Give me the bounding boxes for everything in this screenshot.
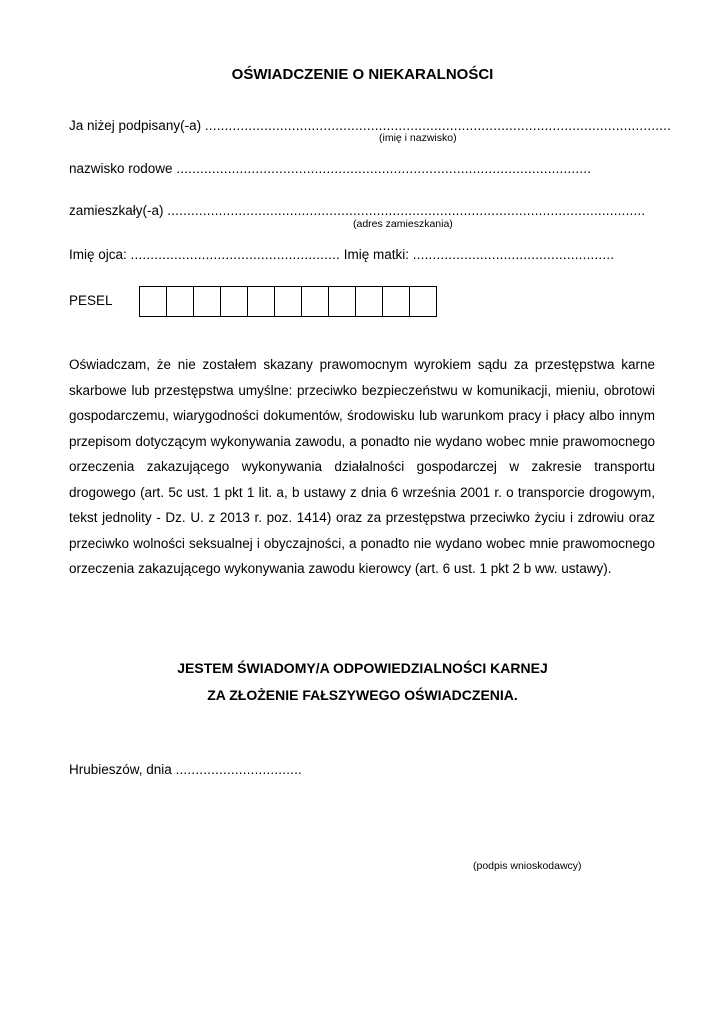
date-dots[interactable]: ................................ bbox=[175, 762, 303, 777]
pesel-digit-box[interactable] bbox=[221, 286, 248, 317]
pesel-digit-box[interactable] bbox=[329, 286, 356, 317]
statement-paragraph: Oświadczam, że nie zostałem skazany prawomocnym wyrokiem sądu za przestępstwa karne skarbowe lub przestępstwa umyślne: przeciwko bezpieczeństwu w komunikacji, mieniu, obrotowi gospodarczemu, wiarygodności dokumentów, środowisku lub warunkom pracy i płacy albo innym przepisom dotyczącym wykonywania zawodu, a ponadto nie wydano wobec mnie prawomocnego orzeczenia zakazującego wykonywania działalności gospodarczej w zakresie transportu drogowego (art. 5c ust. 1 pkt 1 lit. a, b ustawy z dnia 6 września 2001 r. o transporcie drogowym, tekst jednolity - Dz. U. z 2013 r. poz. 1414) oraz za przestępstwa przeciwko życiu i zdrowiu oraz przeciwko wolności seksualnej i obyczajności, a ponadto nie wydano wobec mnie prawomocnego orzeczenia zakazującego wykonywania zawodu kierowcy (art. 6 ust. 1 pkt 2 b ww. ustawy). bbox=[69, 357, 655, 576]
mother-label: Imię matki: bbox=[343, 247, 409, 262]
pesel-digit-box[interactable] bbox=[356, 286, 383, 317]
name-hint: (imię i nazwisko) bbox=[379, 132, 457, 144]
pesel-digit-box[interactable] bbox=[248, 286, 275, 317]
document-title: OŚWIADCZENIE O NIEKARALNOŚCI bbox=[231, 66, 494, 83]
declaration-block bbox=[0, 655, 725, 709]
pesel-digit-box[interactable] bbox=[167, 286, 194, 317]
address-label: zamieszkały(-a) bbox=[69, 203, 164, 218]
name-field-line bbox=[69, 118, 671, 133]
name-label: Ja niżej podpisany(-a) bbox=[69, 118, 202, 133]
name-dots[interactable]: ...................................................................................................................... bbox=[204, 118, 672, 133]
address-field-line bbox=[69, 203, 645, 218]
pesel-digit-box[interactable] bbox=[383, 286, 410, 317]
parents-field-line bbox=[69, 247, 614, 262]
family-name-field-line bbox=[69, 161, 591, 176]
family-name-label: nazwisko rodowe bbox=[69, 161, 173, 176]
declaration-line-2: ZA ZŁOŻENIE FAŁSZYWEGO OŚWIADCZENIA. bbox=[207, 687, 518, 703]
place-date-line bbox=[69, 762, 302, 777]
father-label: Imię ojca: bbox=[69, 247, 127, 262]
address-dots[interactable]: ......................................................................................................................... bbox=[167, 203, 646, 218]
pesel-digit-box[interactable] bbox=[410, 286, 437, 317]
father-dots[interactable]: ..................................................... bbox=[130, 247, 340, 262]
pesel-grid bbox=[139, 286, 437, 317]
signature-hint: (podpis wnioskodawcy) bbox=[473, 860, 582, 872]
pesel-digit-box[interactable] bbox=[275, 286, 302, 317]
pesel-label: PESEL bbox=[69, 293, 113, 308]
pesel-digit-box[interactable] bbox=[302, 286, 329, 317]
address-hint: (adres zamieszkania) bbox=[353, 218, 453, 230]
declaration-line-1: JESTEM ŚWIADOMY/A ODPOWIEDZIALNOŚCI KARNEJ bbox=[177, 660, 548, 676]
mother-dots[interactable]: ................................................... bbox=[412, 247, 615, 262]
place-date-label: Hrubieszów, dnia bbox=[69, 762, 172, 777]
pesel-digit-box[interactable] bbox=[140, 286, 167, 317]
pesel-digit-box[interactable] bbox=[194, 286, 221, 317]
family-name-dots[interactable]: ......................................................................................................... bbox=[176, 161, 592, 176]
